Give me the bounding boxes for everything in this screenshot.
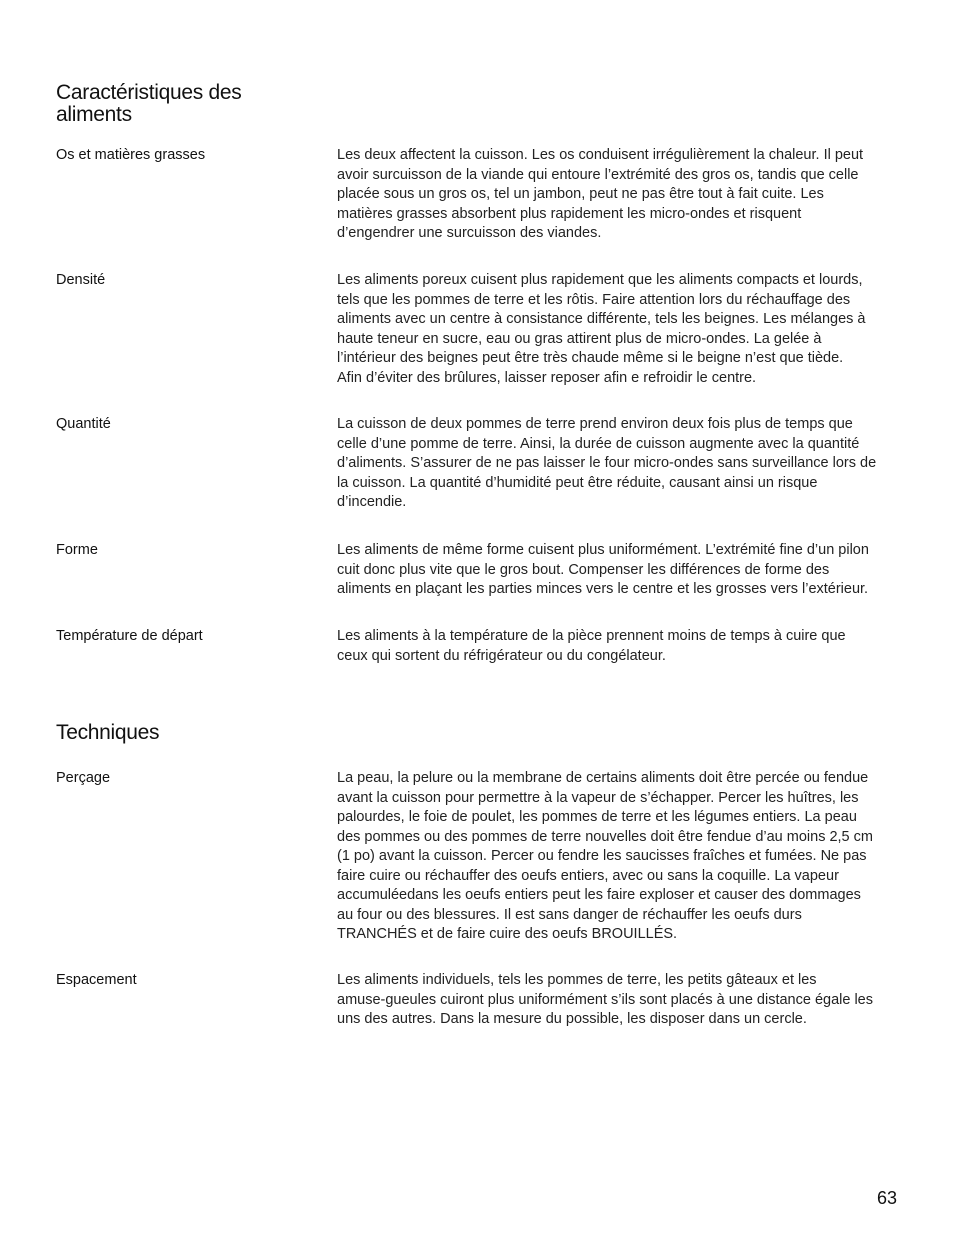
- term-temperature-depart: Température de départ: [56, 628, 203, 644]
- section-title-techniques: Techniques: [56, 721, 160, 744]
- description-densite: Les aliments poreux cuisent plus rapidement que les aliments compacts et lourds, tels que les pommes de terre et les rôtis. Faire attention lors du réchauffage des aliments avec un centre à consistance différente, tels les beignes. Les mélanges à haute teneur en sucre, eau ou gras attirent plus de micro-ondes. La gelée à l’intérieur des beignes peut être très chaude même si le beigne n’est que tiède. Afin d’éviter des brûlures, laisser reposer afin e refroidir le centre.: [337, 272, 866, 386]
- term-espacement: Espacement: [56, 972, 137, 988]
- term-os-matieres-grasses: Os et matières grasses: [56, 147, 206, 163]
- term-forme: Forme: [56, 542, 98, 558]
- term-percage: Perçage: [56, 770, 111, 786]
- page-number: 63: [876, 1188, 897, 1208]
- section-title-caracteristiques: Caractéristiques des aliments: [56, 81, 242, 126]
- description-percage: La peau, la pelure ou la membrane de certains aliments doit être percée ou fendue avant la cuisson pour permettre à la vapeur de s’échapper. Percer les huîtres, les palourdes, le foie de poulet, les pommes de terre et les légumes entiers. La peau des pommes ou des pommes de terre nouvelles doit être fendue d’au moins 2,5 cm (1 po) avant la cuisson. Percer ou fendre les saucisses fraîches et fumées. Ne pas faire cuire ou réchauffer des oeufs entiers, avec ou sans la coquille. La vapeur accumuléedans les oeufs entiers peut les faire exploser et causer des dommages au four ou des blessures. Il est sans danger de réchauffer les oeufs durs TRANCHÉS et de faire cuire des oeufs BROUILLÉS.: [337, 770, 873, 942]
- term-densite: Densité: [56, 272, 106, 288]
- description-os-matieres-grasses: Les deux affectent la cuisson. Les os conduisent irrégulièrement la chaleur. Il peut avoir surcuisson de la viande qui entoure l’extrémité des gros os, tandis que celle placée sous un gros os, tel un jambon, peut ne pas être tout à fait cuite. Les matières grasses absorbent plus rapidement les micro-ondes et risquent d’engendrer une surcuisson des viandes.: [337, 147, 864, 241]
- description-temperature-depart: Les aliments à la température de la pièce prennent moins de temps à cuire que ceux qui sortent du réfrigérateur ou du congélateur.: [337, 628, 846, 664]
- description-espacement: Les aliments individuels, tels les pommes de terre, les petits gâteaux et les amuse-gueules cuiront plus uniformément s’ils sont placés à une distance égale les uns des autres. Dans la mesure du possible, les disposer dans un cercle.: [337, 972, 873, 1027]
- term-quantite: Quantité: [56, 416, 111, 432]
- description-forme: Les aliments de même forme cuisent plus uniformément. L’extrémité fine d’un pilon cuit donc plus vite que le gros bout. Compenser les différences de forme des aliments en plaçant les parties minces vers le centre et les grosses vers l’extérieur.: [337, 542, 869, 597]
- description-quantite: La cuisson de deux pommes de terre prend environ deux fois plus de temps que celle d’une pomme de terre. Ainsi, la durée de cuisson augmente avec la quantité d’aliments. S’assurer de ne pas laisser le four micro-ondes sans surveillance lors de la cuisson. La quantité d’humidité peut être réduite, causant ainsi un risque d’incendie.: [337, 416, 877, 510]
